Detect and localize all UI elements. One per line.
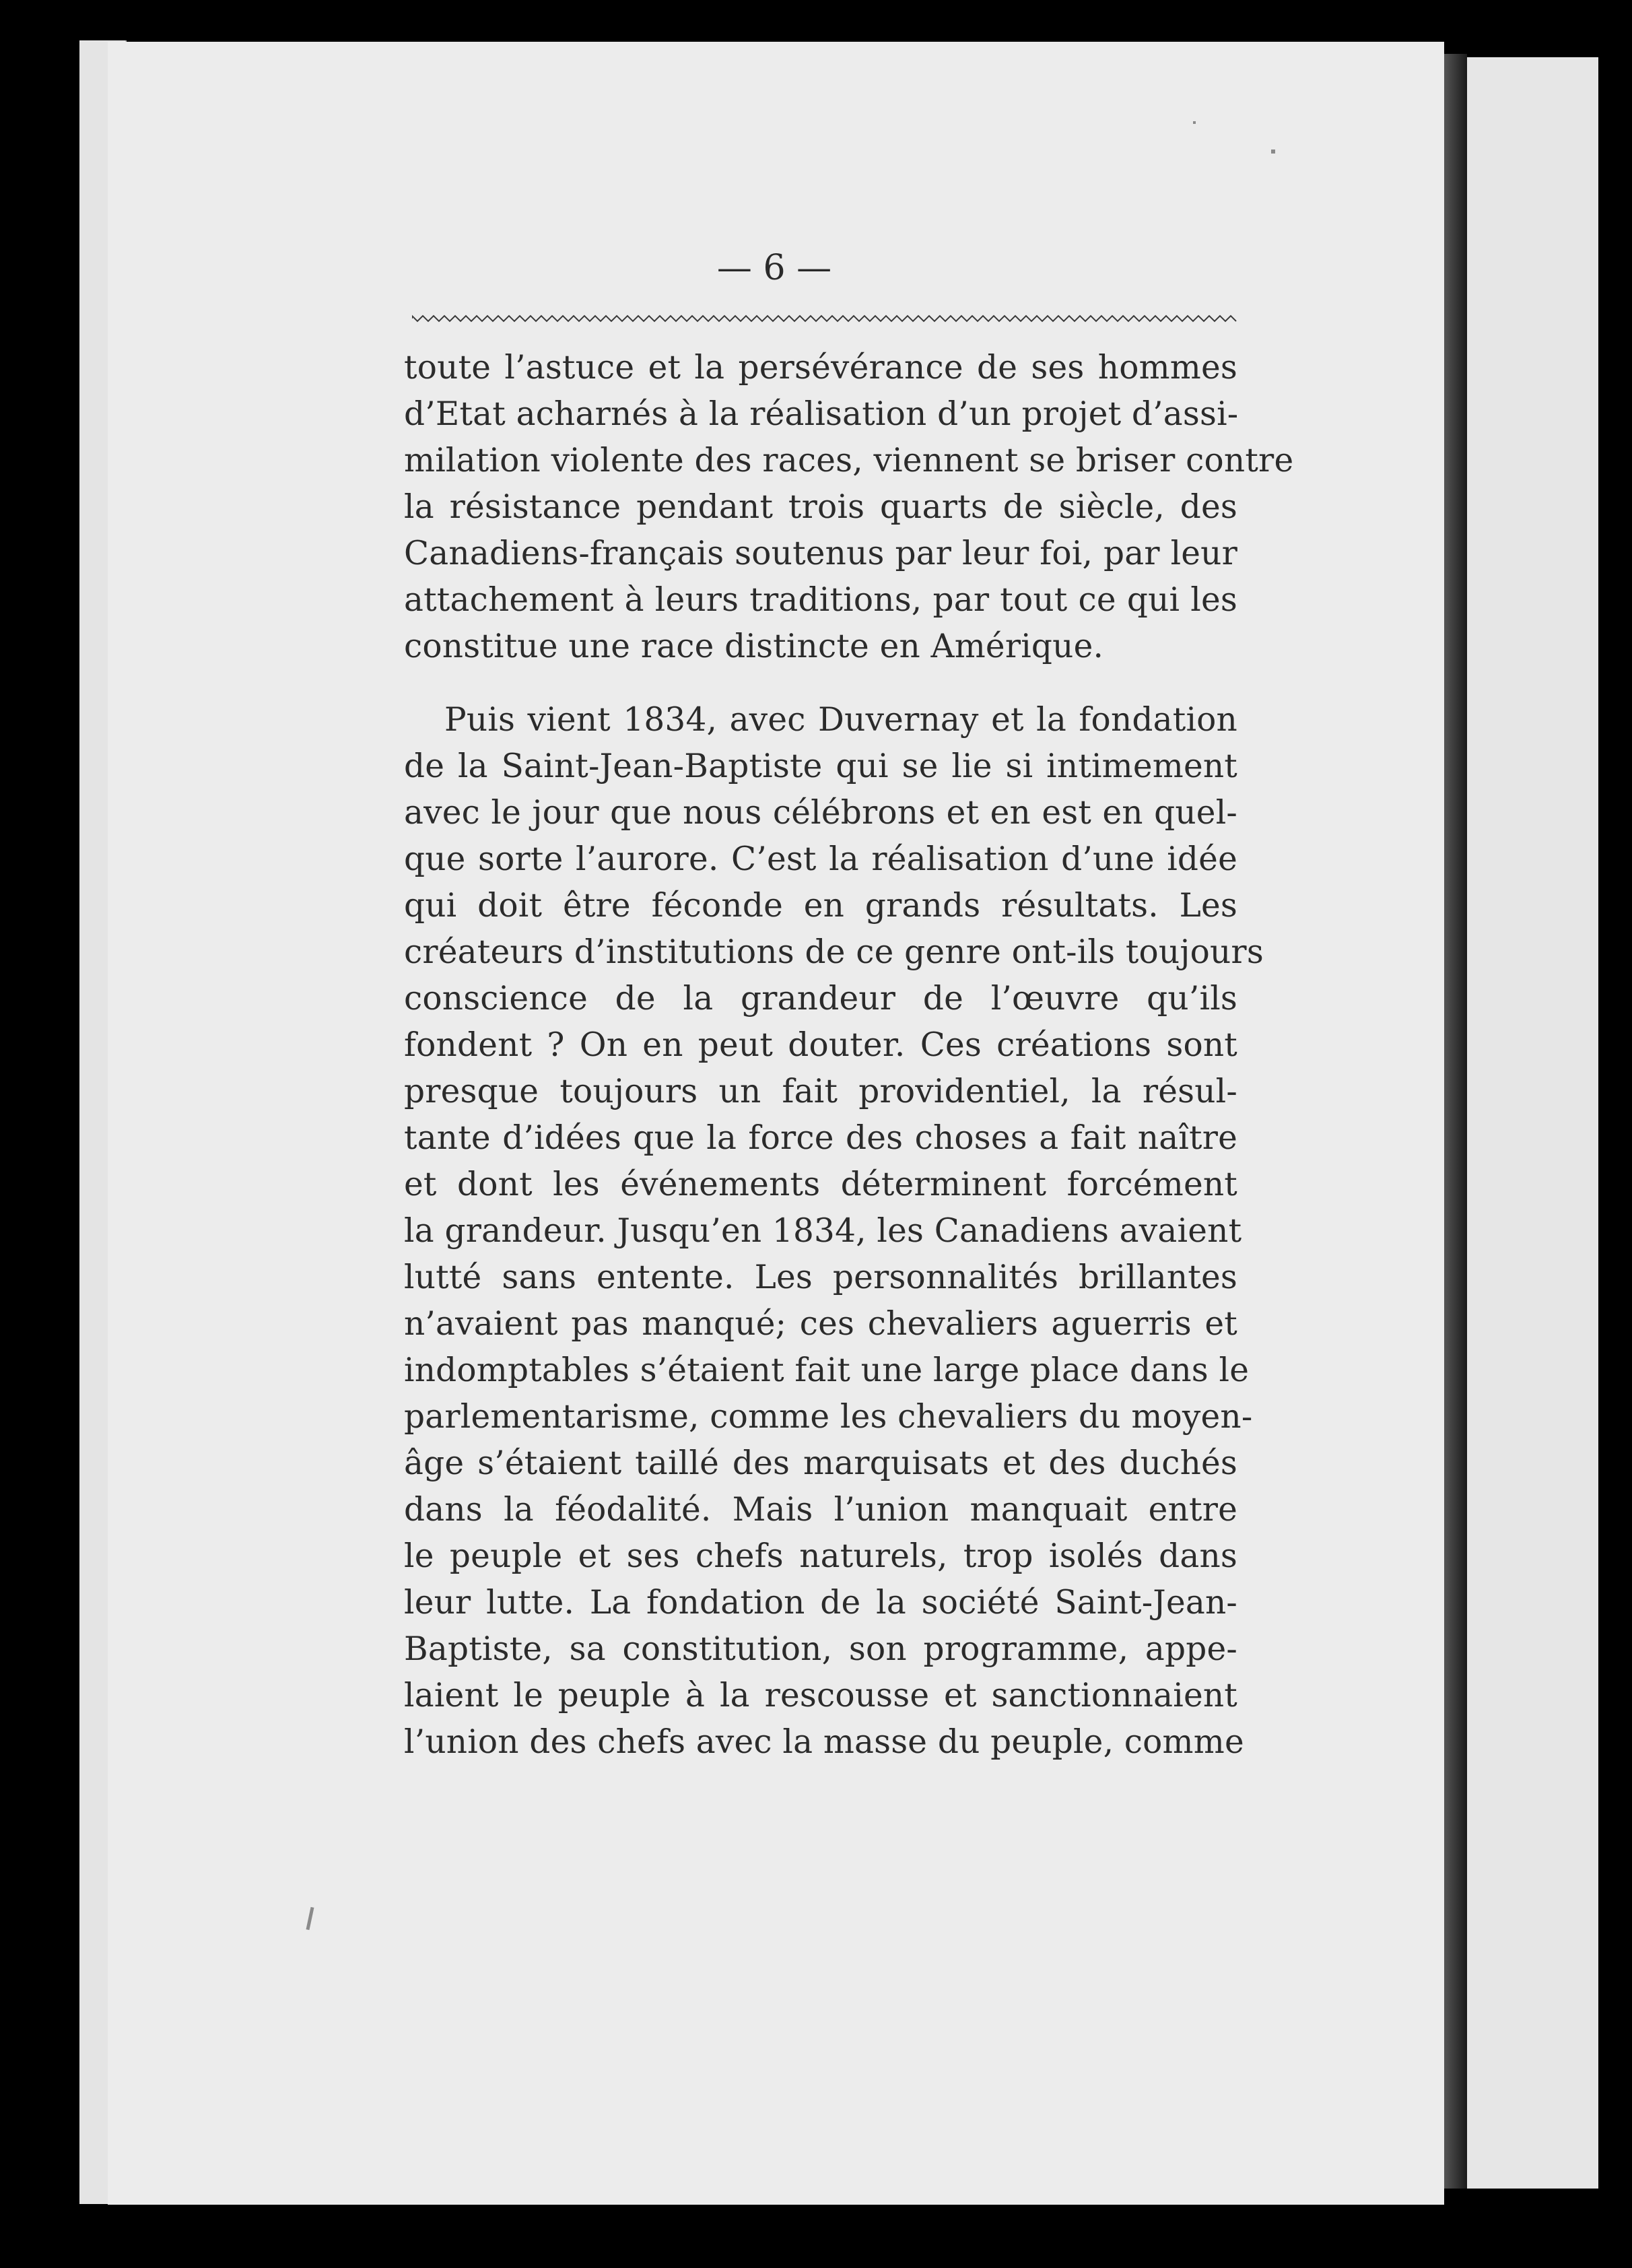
text-line: créateurs d’institutions de ce genre ont-ils toujours: [404, 933, 1264, 971]
text-line: n’avaient pas manqué; ces chevaliers aguerris et: [404, 1305, 1237, 1343]
text-line: conscience de la grandeur de l’œuvre qu’ils: [404, 980, 1237, 1018]
text-line: et dont les événements déterminent forcément: [404, 1166, 1237, 1203]
text-line: âge s’étaient taillé des marquisats et des duchés: [404, 1444, 1237, 1482]
paragraph-2: [404, 697, 1264, 1766]
text-line: lutté sans entente. Les personnalités brillantes: [404, 1259, 1237, 1296]
scan-speck: [1271, 149, 1275, 154]
wavy-rule-divider: [412, 314, 1237, 323]
text-line: parlementarisme, comme les chevaliers du moyen-: [404, 1398, 1253, 1436]
binding-shadow: [1444, 54, 1467, 2189]
text-line: Baptiste, sa constitution, son programme, appe-: [404, 1630, 1237, 1668]
text-line: de la Saint-Jean-Baptiste qui se lie si intimement: [404, 747, 1237, 785]
page-number: — 6 —: [716, 248, 832, 288]
text-line: le peuple et ses chefs naturels, trop isolés dans: [404, 1537, 1237, 1575]
facing-page-edge: [1467, 57, 1598, 2189]
text-line: la résistance pendant trois quarts de siècle, des: [404, 488, 1237, 526]
text-line: Puis vient 1834, avec Duvernay et la fondation: [444, 701, 1237, 739]
text-line: Canadiens-français soutenus par leur foi, par leur: [404, 535, 1237, 572]
text-line: avec le jour que nous célébrons et en est en quel-: [404, 794, 1237, 832]
text-line: constitue une race distincte en Amérique.: [404, 628, 1104, 665]
text-line: qui doit être féconde en grands résultats. Les: [404, 887, 1237, 925]
text-line: leur lutte. La fondation de la société Saint-Jean-: [404, 1584, 1237, 1622]
text-line: toute l’astuce et la persévérance de ses hommes: [404, 349, 1237, 387]
text-line: dans la féodalité. Mais l’union manquait entre: [404, 1491, 1237, 1529]
paragraph-1: [404, 345, 1294, 670]
text-line: tante d’idées que la force des choses a fait naître: [404, 1119, 1237, 1157]
text-line: presque toujours un fait providentiel, la résul-: [404, 1073, 1237, 1110]
text-line: que sorte l’aurore. C’est la réalisation d’une idée: [404, 840, 1237, 878]
text-line: laient le peuple à la rescousse et sanctionnaient: [404, 1677, 1237, 1714]
text-line: fondent ? On en peut douter. Ces créations sont: [404, 1026, 1237, 1064]
text-line: la grandeur. Jusqu’en 1834, les Canadiens avaient: [404, 1212, 1242, 1250]
text-line: milation violente des races, viennent se briser contre: [404, 442, 1294, 479]
text-line: attachement à leurs traditions, par tout ce qui les: [404, 581, 1237, 619]
scan-speck: [1193, 121, 1196, 124]
text-line: d’Etat acharnés à la réalisation d’un projet d’assi-: [404, 395, 1239, 433]
text-line: indomptables s’étaient fait une large place dans le: [404, 1352, 1250, 1389]
text-line: l’union des chefs avec la masse du peuple, comme: [404, 1723, 1244, 1761]
